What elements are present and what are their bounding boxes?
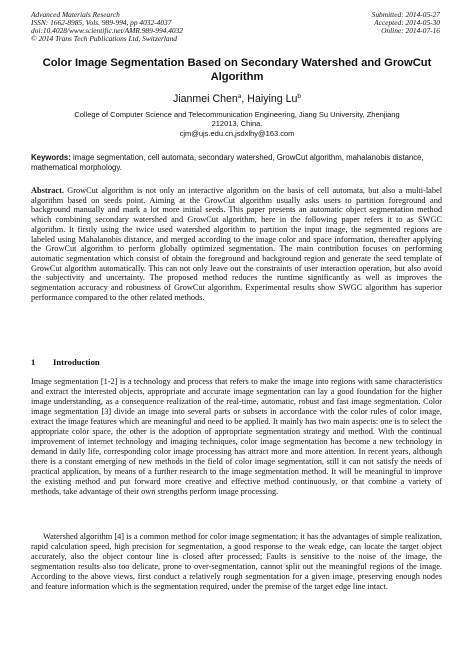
keywords-paragraph	[31, 153, 442, 172]
author-1: Jianmei Chen	[173, 93, 238, 105]
journal-copyright: © 2014 Trans Tech Publications Ltd, Switzerland	[31, 34, 177, 44]
journal-name: Advanced Materials Research	[31, 10, 120, 19]
accepted-date: Accepted: 2014-05-30	[374, 18, 440, 28]
author-separator: ,	[241, 93, 248, 105]
abstract-text: GrowCut algorithm is not only an interactive algorithm on the basis of cell automata, but also a multi-label algorithm based on seeds point. Aiming at the GrowCut algorithm usually asks users to partition foreground and background manually and mark a lot more initial seeds. This paper presents an automatic object segmentation method which combining secondary watershed and GrowCut algorithm, here in the following paper refers it to as SWGC algorithm. It firstly using the twice used watershed algorithm to partition the input image, the segmented regions are labeled using Mahalanobis distance, and merged according to the image color and space information, thereafter applying the GrowCut algorithm to perform globally optimized segmentation. The main contribution focuses on performing automatic segmentation which consist of obtain the foreground and background region and generate the seed template of GrowCut algorithm automatically. This can not only leave out the constraints of user interaction operation, but also avoid the subjectivity and uncertainty. The proposed method reduces the runtime significantly as well as improves the segmentation accuracy and robustness of GrowCut algorithm. Experimental results show SWGC algorithm has superior performance compared to the other related methods.	[31, 186, 442, 302]
paper-title: Color Image Segmentation Based on Secondary Watershed and GrowCut Algorithm	[42, 57, 432, 83]
keywords-text: image segmentation, cell automata, secondary watershed, GrowCut algorithm, mahalanobis distance, mathematical morphology.	[31, 153, 424, 172]
affiliation-line-2: 212013, China.	[211, 119, 263, 129]
introduction-paragraph-2: Watershed algorithm [4] is a common method for color image segmentation; it has the advantages of simple realization, rapid calculation speed, high precision for segmentation, a good response to the weak edge, can locate the target object accurately, also the object contour line is closed after processed; Faults is sensitive to the noise of the image, the segmentation results also too delicate, prone to over-segmentation, cannot split out the meaningful regions of the image. According to the above views, first conduct a relatively rough segmentation for a given image, preserving enough nodes and feature information which is the segmentation required, under the premise of the target edge line intact.	[31, 532, 442, 591]
submitted-date: Submitted: 2014-05-27	[371, 10, 440, 19]
section-number: 1	[31, 357, 36, 367]
introduction-paragraph-1: Image segmentation [1-2] is a technology and process that refers to make the image into regions with same characteristics and extract the interested objects, appropriate and accurate image segmentation can lay a good foundation for the higher image understanding, as a consequence realization of the real-time, automatic, robust and fast image segmentation. Color image segmentation [3] divide an image into several parts or subsets in accordance with the color rules of color image, extract the image features which are meaningful and need to be applied. It mainly has two main aspects: one is to select the appropriate color space, the other is the adoption of appropriate segmentation strategy and method. With the continual improvement of internet technology and imaging techniques, color image segmentation has become a new technology in demand in daily life, corresponding color image processing has attract more and more attention. In recent years, although there is a constant emerging of new methods in the field of color image segmentation, still it can not satisfy the needs of practical application, by means of a further research to the image segmentation method. It will be meaningful to improve the existing method and put forward more creative and effective method continuously, or that combine a variety of methods, take advantage of their own strengths perform image processing.	[31, 377, 442, 496]
keywords-label: Keywords:	[31, 153, 71, 162]
online-date: Online: 2014-07-16	[381, 26, 440, 36]
author-emails: cjm@ujs.edu.cn,jsdxlhy@163.com	[179, 128, 295, 138]
journal-issn: ISSN: 1662-8985, Vols. 989-994, pp 4032-4037	[31, 18, 172, 28]
abstract-paragraph	[31, 186, 442, 302]
section-heading-introduction	[31, 357, 100, 367]
journal-header	[31, 11, 261, 43]
author-1-superscript: a	[237, 93, 242, 100]
section-title: Introduction	[53, 357, 100, 367]
author-2-superscript: b	[297, 93, 301, 100]
dates-header	[240, 11, 440, 35]
journal-doi: doi:10.4028/www.scientific.net/AMR.989-994.4032	[31, 26, 183, 36]
affiliation-block	[40, 110, 434, 138]
affiliation-line-1: College of Computer Science and Telecommunication Engineering, Jiang Su University, Zhenjiang	[74, 110, 400, 119]
author-list	[40, 93, 434, 106]
author-2: Haiying Lu	[247, 93, 298, 105]
abstract-label: Abstract.	[31, 186, 64, 195]
